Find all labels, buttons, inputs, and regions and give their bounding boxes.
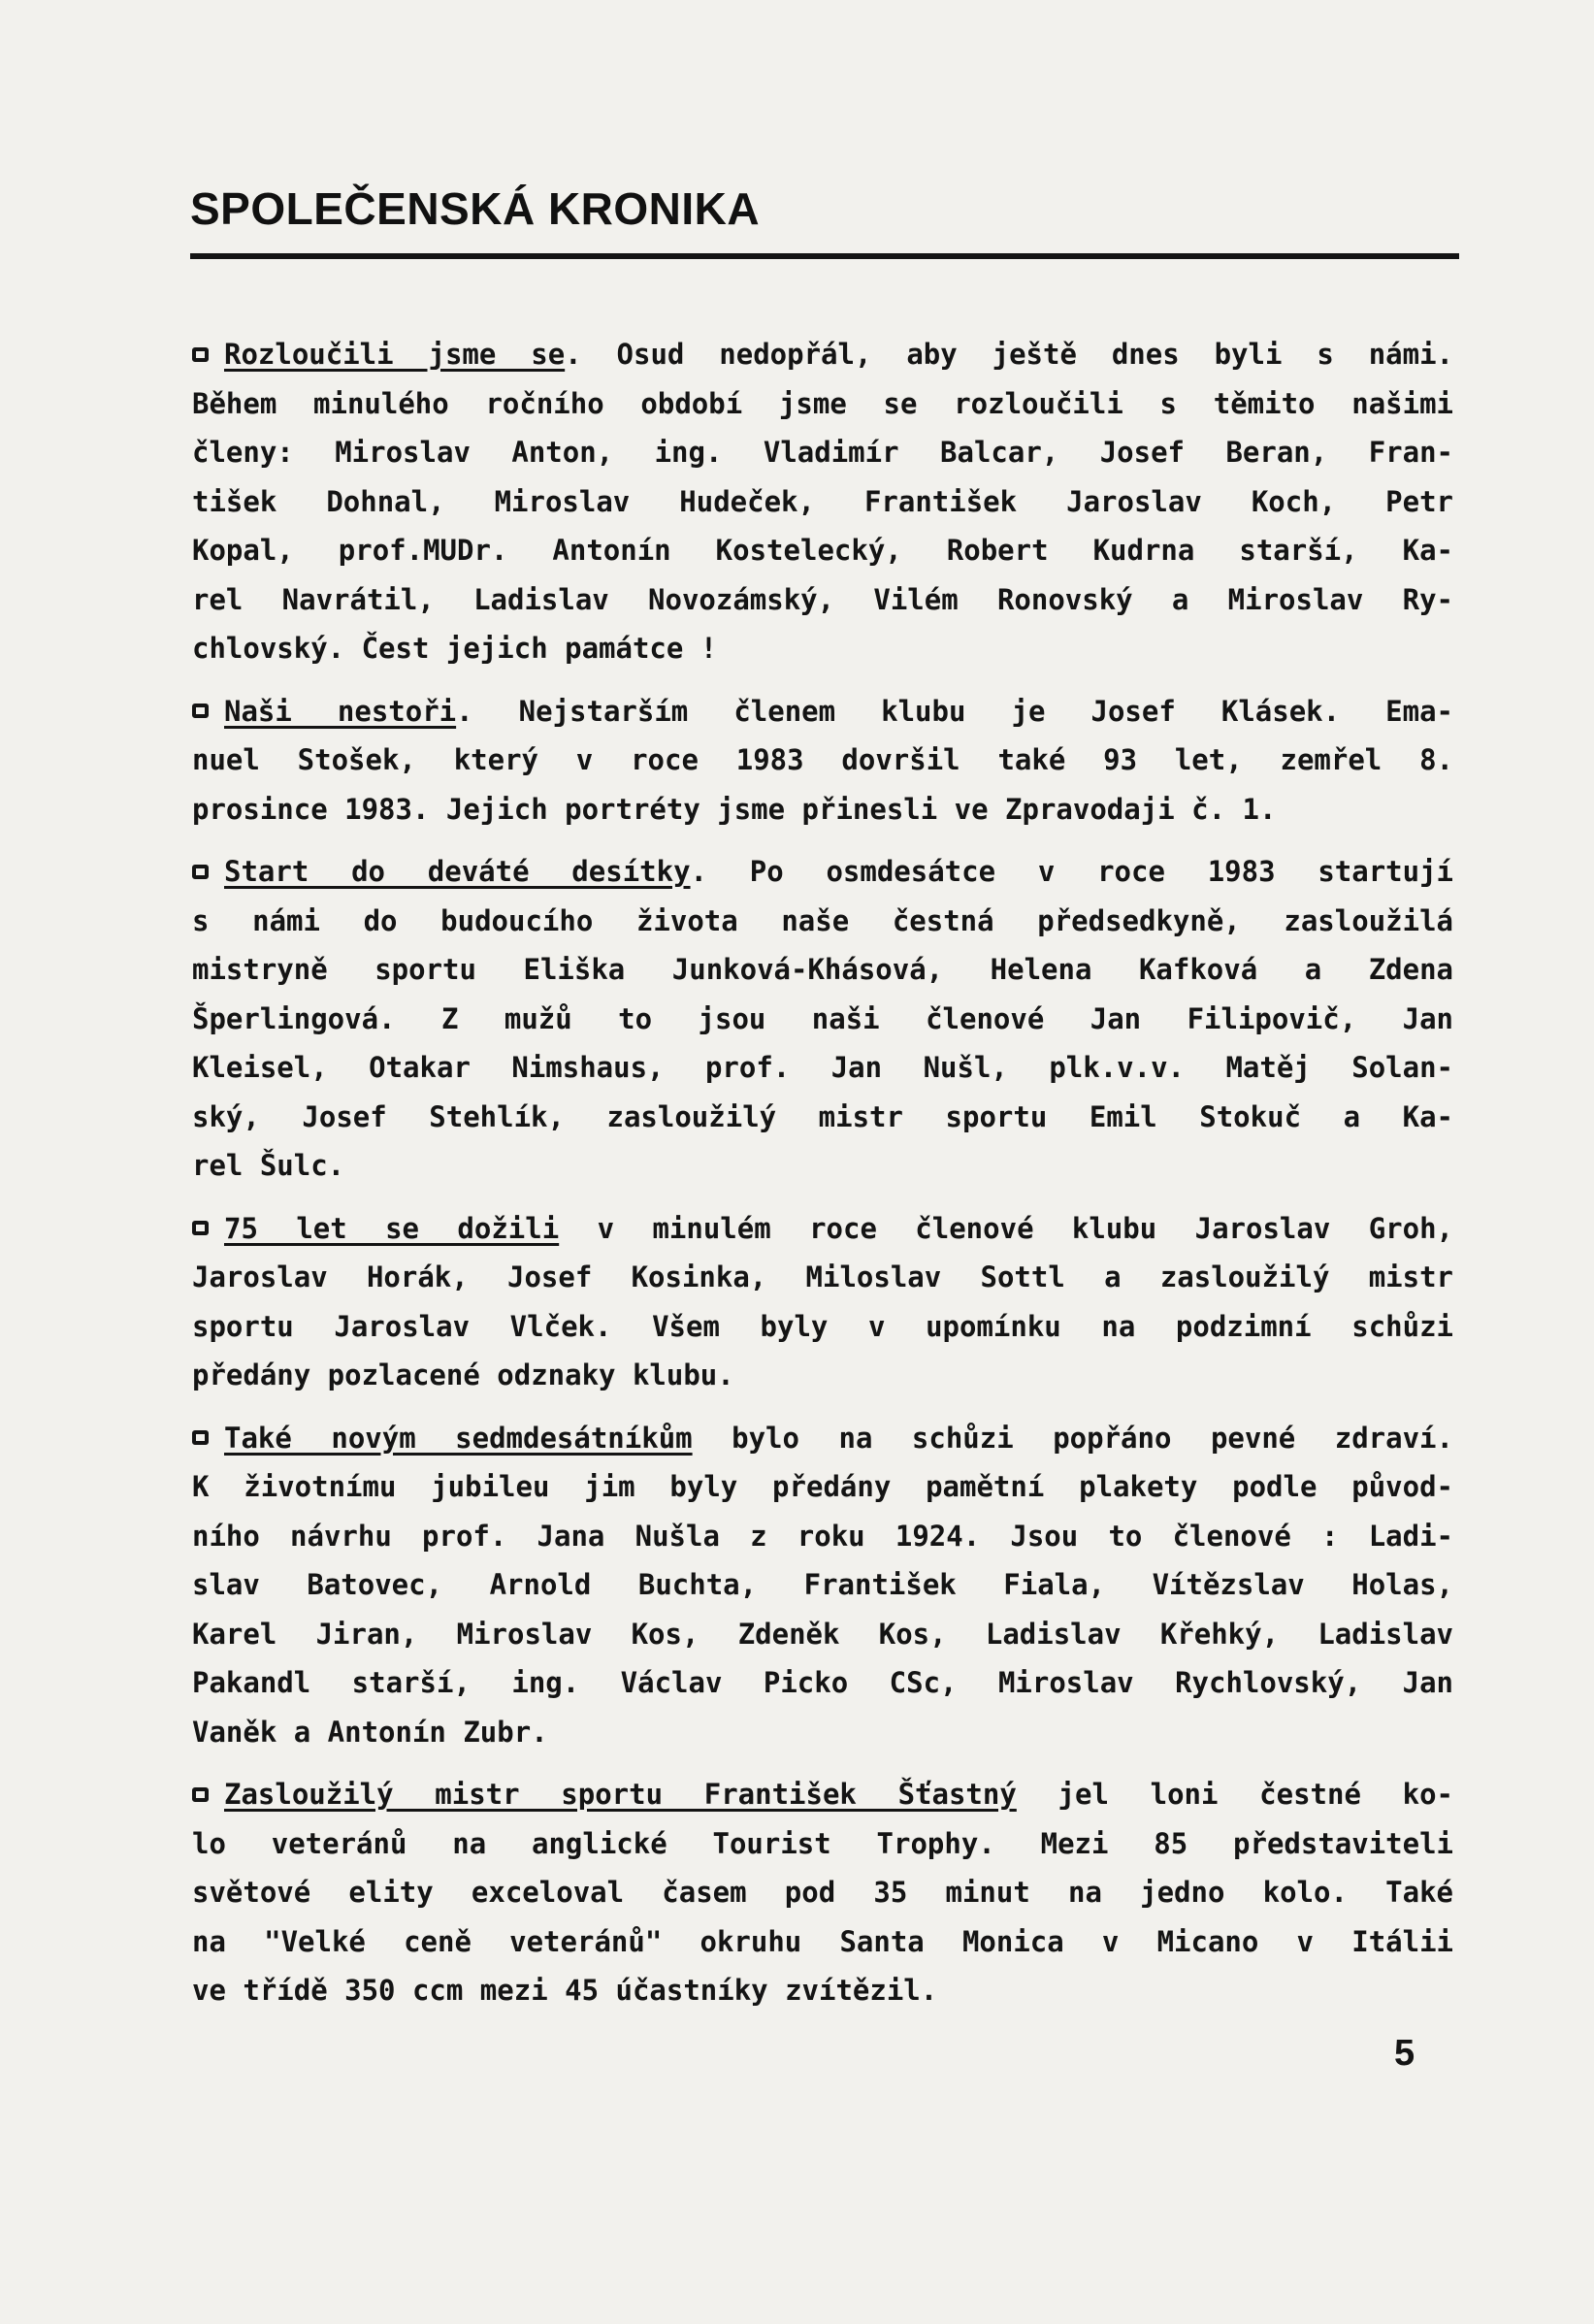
entry-line: rel Šulc. bbox=[192, 1149, 345, 1182]
chronicle-entry bbox=[192, 1204, 1453, 1400]
square-bullet-icon bbox=[192, 1787, 209, 1802]
entry-line: Karel Jiran, Miroslav Kos, Zdeněk Kos, Ladislav Křehký, Ladislav bbox=[192, 1617, 1453, 1651]
entry-line: prosince 1983. Jejich portréty jsme přinesli ve Zpravodaji č. 1. bbox=[192, 792, 1277, 826]
entry-line: předány pozlacené odznaky klubu. bbox=[192, 1358, 734, 1391]
entry-line: Jaroslav Horák, Josef Kosinka, Miloslav Sottl a zasloužilý mistr bbox=[192, 1260, 1453, 1293]
entry-first-line-text: . Po osmdesátce v roce 1983 startují bbox=[690, 855, 1453, 888]
entry-line: K životnímu jubileu jim byly předány pamětní plakety podle původ- bbox=[192, 1470, 1453, 1503]
entry-lead: Start do deváté desítky bbox=[224, 855, 691, 888]
entry-line: slav Batovec, Arnold Buchta, František Fiala, Vítězslav Holas, bbox=[192, 1568, 1453, 1601]
page-heading: SPOLEČENSKÁ KRONIKA bbox=[190, 183, 761, 234]
entry-line: sportu Jaroslav Vlček. Všem byly v upomínku na podzimní schůzi bbox=[192, 1309, 1453, 1343]
entry-lead: Naši nestoři bbox=[224, 694, 457, 728]
chronicle-entry bbox=[192, 687, 1453, 835]
entry-first-line bbox=[192, 1204, 1453, 1254]
entry-lead: 75 let se dožili bbox=[224, 1211, 560, 1245]
entry-line: lo veteránů na anglické Tourist Trophy. Mezi 85 představiteli bbox=[192, 1826, 1453, 1860]
entry-line: Během minulého ročního období jsme se rozloučili s těmito našimi bbox=[192, 386, 1453, 420]
entry-first-line bbox=[192, 1770, 1453, 1819]
entry-first-line bbox=[192, 1414, 1453, 1463]
chronicle-content bbox=[192, 330, 1453, 2029]
entry-line: ve třídě 350 ccm mezi 45 účastníky zvítězil. bbox=[192, 1974, 938, 2007]
entry-line: ský, Josef Stehlík, zasloužilý mistr sportu Emil Stokuč a Ka- bbox=[192, 1099, 1453, 1133]
page-number: 5 bbox=[1394, 2033, 1415, 2074]
entry-lead: Zasloužilý mistr sportu František Šťastný bbox=[224, 1778, 1017, 1811]
entry-line: Kopal, prof.MUDr. Antonín Kostelecký, Robert Kudrna starší, Ka- bbox=[192, 534, 1453, 567]
entry-line: Vaněk a Antonín Zubr. bbox=[192, 1715, 548, 1749]
square-bullet-icon bbox=[192, 704, 209, 718]
entry-line: členy: Miroslav Anton, ing. Vladimír Balcar, Josef Beran, Fran- bbox=[192, 436, 1453, 469]
entry-line: Kleisel, Otakar Nimshaus, prof. Jan Nušl, plk.v.v. Matěj Solan- bbox=[192, 1051, 1453, 1084]
entry-line: mistryně sportu Eliška Junková-Khásová, Helena Kafková a Zdena bbox=[192, 953, 1453, 986]
square-bullet-icon bbox=[192, 1430, 209, 1445]
entry-line: tišek Dohnal, Miroslav Hudeček, František Jaroslav Koch, Petr bbox=[192, 484, 1453, 518]
entry-line: na "Velké ceně veteránů" okruhu Santa Monica v Micano v Itálii bbox=[192, 1924, 1453, 1958]
entry-line: Šperlingová. Z mužů to jsou naši členové Jan Filipovič, Jan bbox=[192, 1001, 1453, 1035]
entry-first-line-text: jel loni čestné ko- bbox=[1016, 1778, 1453, 1811]
square-bullet-icon bbox=[192, 347, 209, 362]
entry-line: ního návrhu prof. Jana Nušla z roku 1924. Jsou to členové : Ladi- bbox=[192, 1519, 1453, 1553]
entry-first-line bbox=[192, 330, 1453, 379]
entry-lead: Také novým sedmdesátníkům bbox=[224, 1421, 693, 1455]
chronicle-entry bbox=[192, 330, 1453, 673]
entry-line: nuel Stošek, který v roce 1983 dovršil také 93 let, zemřel 8. bbox=[192, 743, 1453, 776]
entry-line: s námi do budoucího života naše čestná předsedkyně, zasloužilá bbox=[192, 903, 1453, 937]
chronicle-entry bbox=[192, 1770, 1453, 2015]
entry-first-line-text: v minulém roce členové klubu Jaroslav Groh, bbox=[559, 1211, 1453, 1245]
entry-first-line-text: . Osud nedopřál, aby ještě dnes byli s námi. bbox=[565, 338, 1453, 371]
square-bullet-icon bbox=[192, 1221, 209, 1235]
chronicle-entry bbox=[192, 1414, 1453, 1757]
entry-line: rel Navrátil, Ladislav Novozámský, Vilém Ronovský a Miroslav Ry- bbox=[192, 582, 1453, 616]
heading-rule bbox=[190, 253, 1459, 259]
square-bullet-icon bbox=[192, 865, 209, 879]
entry-line: chlovský. Čest jejich památce ! bbox=[192, 632, 718, 665]
entry-lead: Rozloučili jsme se bbox=[224, 338, 566, 371]
entry-first-line bbox=[192, 847, 1453, 897]
entry-first-line bbox=[192, 687, 1453, 736]
entry-line: Pakandl starší, ing. Václav Picko CSc, Miroslav Rychlovský, Jan bbox=[192, 1666, 1453, 1699]
chronicle-entry bbox=[192, 847, 1453, 1191]
entry-first-line-text: . Nejstarším členem klubu je Josef Klásek. Ema- bbox=[456, 694, 1453, 728]
entry-first-line-text: bylo na schůzi popřáno pevné zdraví. bbox=[692, 1421, 1453, 1455]
entry-line: světové elity exceloval časem pod 35 minut na jedno kolo. Také bbox=[192, 1876, 1453, 1909]
